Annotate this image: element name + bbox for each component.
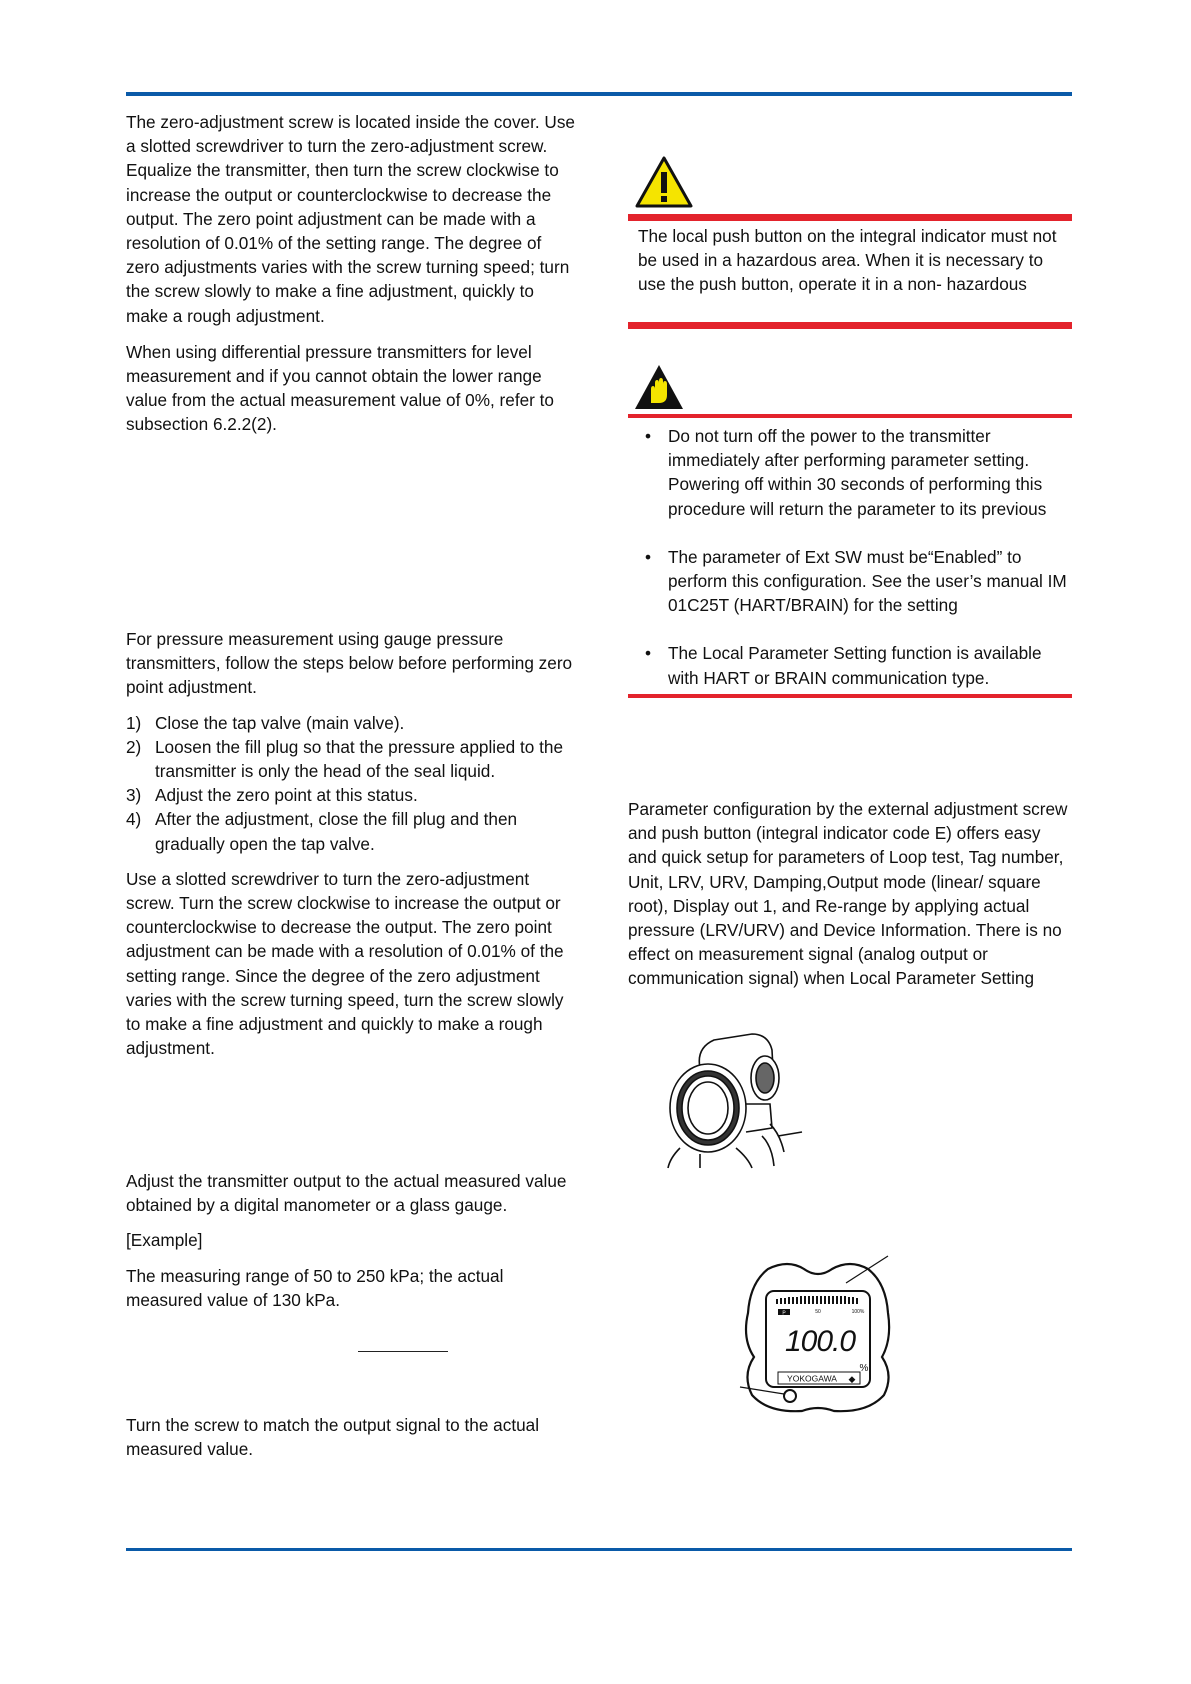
brand-name: YOKOGAWA — [787, 1373, 837, 1384]
step-text: Adjust the zero point at this status. — [155, 785, 418, 806]
example-paragraph: The measuring range of 50 to 250 kPa; the actual measured value of 130 kPa. — [126, 1265, 504, 1310]
left-column-actual — [126, 1169, 576, 1323]
transmitter-illustration — [660, 1028, 810, 1170]
bullet-text: The parameter of Ext SW must be“Enabled” to perform this configuration. See the user’s manual IM 01C25T (HART/BRAIN) for the setting — [668, 546, 1067, 616]
footer-rule — [126, 1548, 1072, 1551]
bullet-dot: • — [645, 643, 652, 664]
important-bullets — [628, 424, 1072, 690]
list-item — [126, 783, 576, 807]
bargraph-segments — [776, 1296, 858, 1304]
screwdriver-paragraph: Use a slotted screwdriver to turn the zero-adjustment screw. Turn the screw clockwise to increase the output or counterclockwise to decrease the output. The zero point adjustment can be made with a resolution of 0.01% of the setting range. Since the degree of the zero adjustment varies with the screw turning speed, turn the screw slowly to make a fine adjustment and quickly to make a rough adjustment. — [126, 868, 564, 1059]
bullet-text: Do not turn off the power to the transmitter immediately after performing parameter setting. Powering off within 30 seconds of performing this procedure will return the parameter to its previous — [668, 426, 1047, 519]
list-item — [628, 545, 1072, 618]
list-item — [126, 711, 576, 735]
mode-badge: P — [782, 1310, 786, 1317]
list-item — [126, 807, 576, 855]
push-button — [784, 1390, 796, 1402]
integral-indicator-illustration — [738, 1253, 898, 1417]
gauge-intro-paragraph: For pressure measurement using gauge pressure transmitters, follow the steps below before performing zero point adjustment. — [126, 629, 573, 698]
example-label: [Example] — [126, 1230, 203, 1251]
actual-value-paragraph: Adjust the transmitter output to the actual measured value obtained by a digital manometer or a glass gauge. — [126, 1171, 567, 1216]
left-column-turn — [126, 1413, 576, 1472]
scale-max-label: 100% — [851, 1309, 865, 1315]
level-paragraph: When using differential pressure transmitters for level measurement and if you cannot obtain the lower range value from the actual measurement value of 0%, refer to subsection 6.2.2(2). — [126, 341, 554, 435]
bullet-dot: • — [645, 426, 652, 446]
fraction-line — [358, 1351, 448, 1352]
important-bottom-bar — [628, 694, 1072, 698]
step-text: Loosen the fill plug so that the pressure applied to the transmitter is only the head of the seal liquid. — [155, 736, 564, 782]
warning-text: The local push button on the integral indicator must not be used in a hazardous area. When it is necessary to use the push button, operate it in a non- hazardous — [638, 226, 1057, 295]
important-hand-icon — [633, 363, 685, 411]
warning-triangle-icon — [634, 155, 694, 209]
left-column-gauge — [126, 627, 576, 1071]
step-number: 3) — [126, 785, 142, 806]
list-item — [628, 424, 1072, 521]
zero-adjust-paragraph: The zero-adjustment screw is located inside the cover. Use a slotted screwdriver to turn the zero-adjustment screw. Equalize the transmitter, then turn the screw clockwise to increase the output or counterclockwise to decrease the output. The zero point adjustment can be made with a resolution of 0.01% of the setting range. The degree of zero adjustments varies with the screw turning speed; turn the screw slowly to make a fine adjustment, quickly to make a rough adjustment. — [126, 112, 575, 326]
bullet-dot: • — [645, 546, 652, 567]
list-item — [628, 641, 1072, 689]
list-item — [126, 735, 576, 783]
gauge-steps-list — [126, 711, 576, 856]
bullet-text: The Local Parameter Setting function is available with HART or BRAIN communication type. — [668, 643, 1042, 688]
param-config-paragraph: Parameter configuration by the external adjustment screw and push button (integral indicator code E) offers easy and quick setup for parameters of Loop test, Tag number, Unit, LRV, URV, Damping,Output mode (linear/ square root), Display out 1, and Re-range by applying actual pressure (LRV/URV) and Device Information. There is no effect on measurement signal (analog output or communication signal) when Local Parameter Setting — [628, 799, 1068, 989]
display-unit: % — [859, 1363, 869, 1374]
step-text: Close the tap valve (main valve). — [155, 712, 405, 733]
turn-screw-paragraph: Turn the screw to match the output signal to the actual measured value. — [126, 1415, 540, 1460]
step-number: 4) — [126, 809, 142, 830]
header-rule — [126, 92, 1072, 96]
step-number: 1) — [126, 712, 142, 733]
important-top-bar — [628, 414, 1072, 418]
step-text: After the adjustment, close the fill plug and then gradually open the tap valve. — [155, 809, 518, 854]
scale-mid-label: 50 — [815, 1309, 821, 1315]
display-reading: 100.0 — [784, 1325, 856, 1358]
left-column-top — [126, 110, 576, 448]
warning-top-bar — [628, 214, 1072, 221]
brand-mark: ◆ — [848, 1374, 856, 1384]
warning-bottom-bar — [628, 322, 1072, 329]
step-number: 2) — [126, 736, 142, 757]
